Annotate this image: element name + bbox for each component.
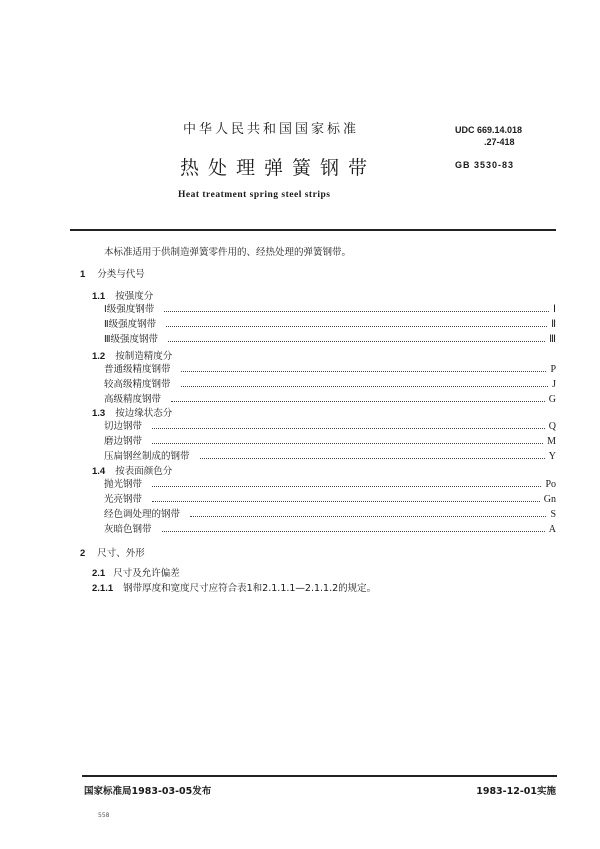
list-item: [104, 491, 556, 505]
item-label: Ⅱ级强度钢带: [104, 319, 157, 330]
footer-rule: [82, 775, 557, 777]
subsection-number: 1.1: [92, 291, 106, 302]
section-2-heading: 2 尺寸、外形: [80, 548, 145, 559]
document-title-en: Heat treatment spring steel strips: [178, 190, 331, 200]
item-label: 磨边钢带: [104, 436, 143, 447]
header-rule: [70, 229, 556, 231]
item-code: Gn: [543, 494, 556, 505]
standard-label: 中华人民共和国国家标准: [183, 122, 360, 137]
item-label: 压扁钢丝制成的钢带: [104, 451, 190, 462]
section-1-heading: 1 分类与代号: [80, 269, 145, 280]
document-title: 热处理弹簧钢带: [180, 157, 377, 179]
dot-leader: [152, 428, 545, 429]
subsection-number: 1.3: [92, 408, 106, 419]
dot-leader: [168, 341, 545, 342]
item-label: 较高级精度钢带: [104, 379, 171, 390]
dot-leader: [164, 311, 549, 312]
page-number: 558: [98, 812, 110, 819]
subsection-title: 按制造精度分: [115, 351, 173, 362]
item-label: 高级精度钢带: [104, 394, 162, 405]
list-item: [104, 301, 556, 315]
dot-leader: [152, 501, 540, 502]
section-2-1-heading: 2.1 尺寸及允许偏差: [92, 568, 180, 579]
item-code: S: [550, 509, 556, 520]
list-item: [104, 391, 556, 405]
list-item: [104, 521, 556, 535]
list-item: [104, 418, 556, 432]
intro-text: 本标准适用于供制造弹簧零件用的、经热处理的弹簧钢带。: [104, 247, 352, 258]
item-code: M: [547, 436, 556, 447]
dot-leader: [152, 486, 541, 487]
list-item: [104, 506, 556, 520]
item-code: Po: [545, 479, 556, 490]
item-label: 灰暗色钢带: [104, 524, 152, 535]
item-label: 经色调处理的钢带: [104, 509, 181, 520]
item-label: 光亮钢带: [104, 494, 143, 505]
dot-leader: [171, 401, 545, 402]
item-code: Y: [548, 451, 556, 462]
item-code: J: [552, 379, 556, 390]
item-label: 抛光钢带: [104, 479, 143, 490]
gb-code: GB 3530-83: [455, 160, 515, 170]
dot-leader: [162, 531, 545, 532]
item-label: Ⅰ级强度钢带: [104, 304, 155, 315]
item-code: A: [548, 524, 556, 535]
item-code: G: [548, 394, 556, 405]
dot-leader: [152, 443, 543, 444]
dot-leader: [181, 371, 547, 372]
issue-date: 国家标准局1983-03-05发布: [84, 786, 212, 797]
item-code: Ⅱ: [551, 319, 556, 330]
list-item: [104, 376, 556, 390]
item-code: P: [550, 364, 556, 375]
subsection-number: 1.4: [92, 466, 106, 477]
list-item: [104, 448, 556, 462]
dot-leader: [200, 458, 545, 459]
list-item: [104, 331, 556, 345]
dot-leader: [181, 386, 549, 387]
item-code: Ⅲ: [549, 334, 556, 345]
subsection-heading: [92, 348, 172, 362]
list-item: [104, 361, 556, 375]
item-label: Ⅲ级强度钢带: [104, 334, 159, 345]
clause-2-1-1: 2.1.1 钢带厚度和宽度尺寸应符合表1和2.1.1.1—2.1.1.2的规定。: [92, 583, 377, 594]
subsection-title: 按强度分: [115, 291, 154, 302]
dot-leader: [190, 516, 546, 517]
item-label: 普通级精度钢带: [104, 364, 171, 375]
list-item: [104, 316, 556, 330]
item-code: Q: [548, 421, 556, 432]
subsection-title: 按边缘状态分: [115, 408, 173, 419]
subsection-heading: [92, 405, 172, 419]
item-code: Ⅰ: [553, 304, 556, 315]
subsection-number: 1.2: [92, 351, 106, 362]
subsection-heading: [92, 463, 172, 477]
subsection-heading: [92, 288, 153, 302]
subsection-title: 按表面颜色分: [115, 466, 173, 477]
effective-date: 1983-12-01实施: [476, 786, 556, 797]
udc-code: UDC 669.14.018: [455, 125, 523, 135]
dot-leader: [166, 326, 547, 327]
list-item: [104, 433, 556, 447]
list-item: [104, 476, 556, 490]
udc-code-cont: .27-418: [484, 137, 515, 147]
item-label: 切边钢带: [104, 421, 143, 432]
